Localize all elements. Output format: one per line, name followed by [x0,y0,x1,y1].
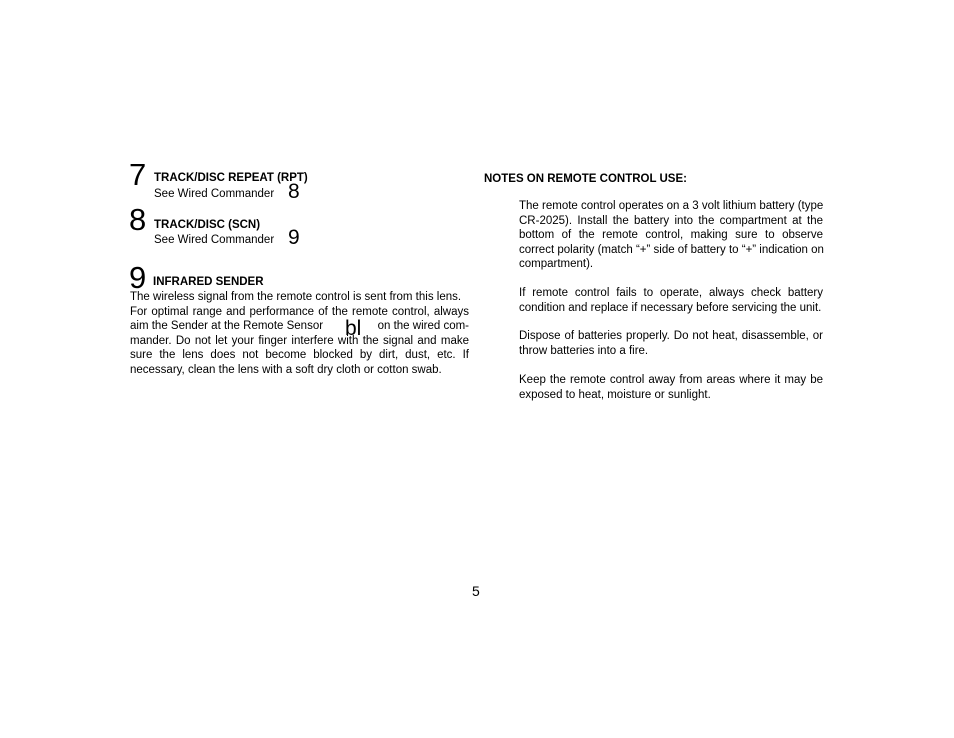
item-title-track-disc-repeat: TRACK/DISC REPEAT (RPT) [154,172,308,184]
sensor-reference-number: bl [345,317,362,340]
paragraph-line-with-reference [130,317,469,340]
item-see-reference: See Wired Commander [154,234,275,246]
notes-paragraph-dispose [519,329,823,358]
paragraph-line: compartment). [519,258,594,270]
item-number-8: 8 [129,202,147,237]
paragraph-line: CR-2025). Install the battery into the compartment at the [519,214,823,227]
item-title-infrared-sender: INFRARED SENDER [153,276,264,288]
paragraph-line: throw batteries into a fire. [519,344,649,357]
notes-paragraph-battery [519,199,823,272]
paragraph-line: bottom of the remote control, making sure to observe [519,229,823,241]
paragraph-line: Dispose of batteries properly. Do not heat, disassemble, or [519,330,823,342]
notes-heading: NOTES ON REMOTE CONTROL USE: [484,173,687,185]
paragraph-line: condition and replace if necessary before servicing the unit. [519,301,822,314]
item-reference-number: 9 [288,226,300,249]
paragraph-line: necessary, clean the lens with a soft dry cloth or cotton swab. [130,363,442,376]
notes-paragraph-fails [519,286,823,315]
item-number-9: 9 [129,260,147,295]
paragraph-line: mander. Do not let your finger interfere with the signal and make [130,334,469,347]
page-number: 5 [472,583,480,599]
paragraph-line: exposed to heat, moisture or sunlight. [519,388,711,401]
item-see-reference: See Wired Commander [154,188,275,200]
paragraph-line: The wireless signal from the remote control is sent from this lens. [130,291,462,303]
item-number-7: 7 [129,157,147,192]
paragraph-line: sure the lens does not become blocked by dirt, dust, etc. If [130,349,469,361]
notes-paragraph-keep-away [519,373,823,402]
paragraph-line: The remote control operates on a 3 volt lithium battery (type [519,200,824,212]
infrared-sender-description [130,290,469,377]
paragraph-line: Keep the remote control away from areas where it may be [519,374,823,386]
paragraph-line: For optimal range and performance of the remote control, always [130,305,469,318]
paragraph-line-segment: aim the Sender at the Remote Sensor [130,320,324,332]
paragraph-line-segment: on the wired com- [377,320,469,332]
item-title-track-disc-scn: TRACK/DISC (SCN) [154,219,261,231]
paragraph-line: If remote control fails to operate, always check battery [519,287,823,299]
paragraph-line: correct polarity (match “+” side of battery to “+” indication on [519,243,824,256]
item-reference-number: 8 [288,180,300,203]
